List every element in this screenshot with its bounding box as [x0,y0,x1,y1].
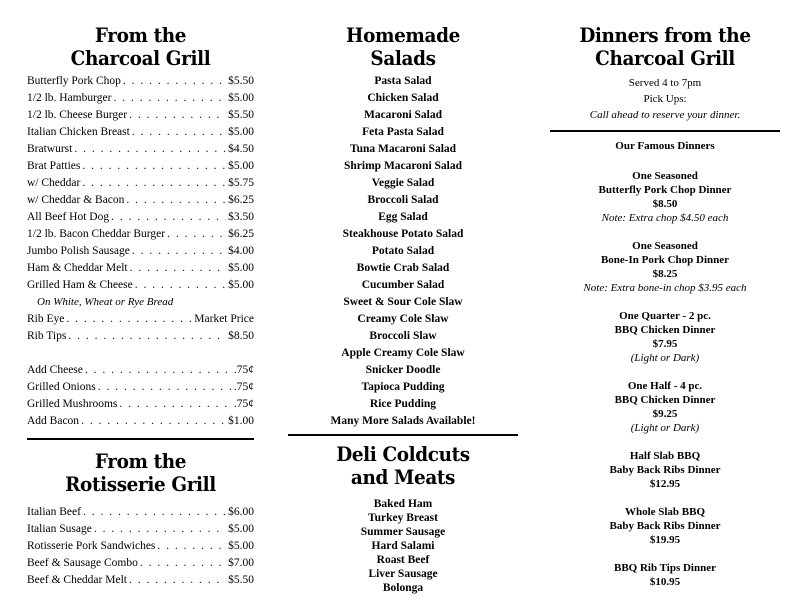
item-price: .75¢ [233,364,254,376]
salad-item: Many More Salads Available! [330,415,476,427]
menu-item [27,107,254,124]
served-hours: Served 4 to 7pm [628,77,702,89]
pickups-label: Pick Ups: [643,93,687,105]
dinner-note: Note: Extra chop $4.50 each [601,212,729,224]
item-price: $5.00 [228,92,254,104]
deli-item: Turkey Breast [368,512,438,524]
addon-item [27,362,254,379]
item-price: $5.00 [228,540,254,552]
salad-item: Chicken Salad [367,92,439,104]
item-price: $5.75 [228,177,254,189]
dinner-line: Half Slab BBQ [629,450,701,462]
heading-line: and Meats [350,465,456,489]
item-name: 1/2 lb. Cheese Burger [27,109,128,121]
salad-item: Cucumber Salad [361,279,445,291]
dinner-line: BBQ Chicken Dinner [614,394,716,406]
dinner-line: Bone-In Pork Chop Dinner [600,254,730,266]
item-price: $5.50 [228,109,254,121]
salad-item: Broccoli Slaw [369,330,437,342]
dinner-line: Baby Back Ribs Dinner [609,464,721,476]
menu-item [27,538,254,555]
item-name: All Beef Hot Dog [27,211,110,223]
item-name: Add Cheese [27,364,83,376]
menu-item [27,124,254,141]
heading-line: From the [94,23,187,47]
deli-item: Baked Ham [373,498,433,510]
dinner-line: BBQ Chicken Dinner [614,324,716,336]
item-name: Ham & Cheddar Melt [27,262,128,274]
dinners-heading [559,24,771,70]
item-price: $5.00 [228,160,254,172]
menu-item [27,521,254,538]
dinner-price: $12.95 [649,478,681,490]
item-price: $7.00 [228,557,254,569]
menu-item [27,158,254,175]
salad-item: Bowtie Crab Salad [356,262,450,274]
item-name: Rotisserie Pork Sandwiches [27,540,156,552]
salad-item: Broccoli Salad [367,194,439,206]
menu-item [27,260,254,277]
deli-list [288,497,518,595]
item-price: Market Price [194,313,254,325]
item-name: w/ Cheddar & Bacon [27,194,125,206]
salad-item: Potato Salad [371,245,435,257]
dinner-item [550,239,780,295]
deli-item: Summer Sausage [360,526,446,538]
dinner-price: $9.25 [652,408,678,420]
dinner-note: (Light or Dark) [630,422,700,434]
salad-item: Egg Salad [378,211,428,223]
item-price: $1.00 [228,415,254,427]
salad-item: Shrimp Macaroni Salad [344,160,462,172]
item-price: $8.50 [228,330,254,342]
section-divider [550,130,780,132]
heading-line: Deli Coldcuts [336,442,470,466]
dinner-line: Butterfly Pork Chop Dinner [598,184,732,196]
dinner-line: Whole Slab BBQ [624,506,706,518]
menu-item [27,141,254,158]
addon-item [27,379,254,396]
item-price: $6.25 [228,194,254,206]
menu-item [27,73,254,90]
item-name: Grilled Onions [27,381,96,393]
dinner-price: $8.50 [652,198,678,210]
salad-item: Rice Pudding [369,398,437,410]
dinner-price: $10.95 [649,576,681,588]
addon-list [27,362,254,430]
item-price: .75¢ [233,381,254,393]
dinner-price: $8.25 [652,268,678,280]
item-name: Grilled Mushrooms [27,398,118,410]
heading-line: Salads [370,46,436,70]
salad-item: Snicker Doodle [365,364,441,376]
dinner-line: One Seasoned [632,240,698,252]
item-name: Add Bacon [27,415,80,427]
menu-item [27,90,254,107]
dinner-item [550,505,780,547]
heading-line: Rotisserie Grill [65,472,216,496]
menu-item [27,226,254,243]
salad-item: Apple Creamy Cole Slaw [341,347,465,359]
item-name: Beef & Cheddar Melt [27,574,127,586]
salad-item: Pasta Salad [374,75,432,87]
deli-heading [297,443,509,489]
item-name: Jumbo Polish Sausage [27,245,130,257]
item-name: Bratwurst [27,143,73,155]
dinner-line: One Seasoned [632,170,698,182]
item-price: $5.50 [228,574,254,586]
dinner-note: (Light or Dark) [630,352,700,364]
heading-line: Dinners from the [579,23,751,47]
dinner-hours [550,75,780,123]
section-divider [27,438,254,440]
dinner-line: Baby Back Ribs Dinner [609,520,721,532]
menu-item [27,504,254,521]
menu-item [27,175,254,192]
dinners-column [550,0,780,589]
dinner-item [550,379,780,435]
item-price: $5.00 [228,279,254,291]
section-divider [288,434,518,436]
item-price: $4.00 [228,245,254,257]
salads-heading [297,24,509,70]
dinner-item [550,169,780,225]
menu-item [27,192,254,209]
item-name: w/ Cheddar [27,177,81,189]
menu-item [27,572,254,589]
salad-item: Veggie Salad [371,177,435,189]
salad-item: Steakhouse Potato Salad [342,228,464,240]
heading-line: Charcoal Grill [595,46,735,70]
salad-item: Feta Pasta Salad [362,126,444,138]
menu-item [27,243,254,260]
dinner-price: $19.95 [649,534,681,546]
item-name: Brat Patties [27,160,81,172]
call-ahead-note: Call ahead to reserve your dinner. [589,109,741,121]
charcoal-grill-heading [36,24,245,70]
salads-deli-column [288,0,518,595]
dinner-line: One Half - 4 pc. [627,380,703,392]
charcoal-menu-list [27,73,254,345]
heading-line: Charcoal Grill [70,46,211,70]
menu-item [27,555,254,572]
item-name: 1/2 lb. Hamburger [27,92,112,104]
dinner-line: One Quarter - 2 pc. [619,310,711,322]
item-price: $6.00 [228,506,254,518]
item-price: $5.00 [228,523,254,535]
menu-item [27,328,254,345]
deli-item: Roast Beef [376,554,430,566]
salad-item: Macaroni Salad [363,109,443,121]
dinner-item [550,309,780,365]
salad-list [288,73,518,430]
item-name: 1/2 lb. Bacon Cheddar Burger [27,228,166,240]
salad-item: Tapioca Pudding [361,381,445,393]
item-price: .75¢ [233,398,254,410]
menu-item [27,311,254,328]
dinner-note: Note: Extra bone-in chop $3.95 each [583,282,747,294]
heading-line: Homemade [346,23,460,47]
item-price: $3.50 [228,211,254,223]
deli-item: Liver Sausage [368,568,438,580]
item-name: Rib Tips [27,330,67,342]
dinner-item [550,561,780,589]
item-name: Italian Chicken Breast [27,126,130,138]
charcoal-grill-column [27,0,254,589]
item-name: Italian Susage [27,523,92,535]
menu-item [27,277,254,294]
item-price: $5.00 [228,126,254,138]
item-name: Rib Eye [27,313,65,325]
menu-item [27,209,254,226]
item-name: Italian Beef [27,506,81,518]
bread-note: On White, Wheat or Rye Bread [37,296,174,308]
item-price: $5.50 [228,75,254,87]
rotisserie-menu-list [27,504,254,589]
item-name: Beef & Sausage Combo [27,557,138,569]
deli-item: Bolonga [382,582,424,594]
heading-line: From the [94,449,187,473]
salad-item: Creamy Cole Slaw [357,313,449,325]
item-name: Grilled Ham & Cheese [27,279,133,291]
dinner-price: $7.95 [652,338,678,350]
addon-item [27,396,254,413]
dinner-line: BBQ Rib Tips Dinner [614,562,716,574]
item-name: Butterfly Pork Chop [27,75,121,87]
item-price: $4.50 [228,143,254,155]
dinner-item [550,449,780,491]
rotisserie-grill-heading [36,450,245,496]
salad-item: Tuna Macaroni Salad [349,143,457,155]
salad-item: Sweet & Sour Cole Slaw [343,296,463,308]
item-price: $5.00 [228,262,254,274]
addon-item [27,413,254,430]
famous-dinners-title: Our Famous Dinners [615,140,715,152]
deli-item: Hard Salami [371,540,435,552]
item-price: $6.25 [228,228,254,240]
